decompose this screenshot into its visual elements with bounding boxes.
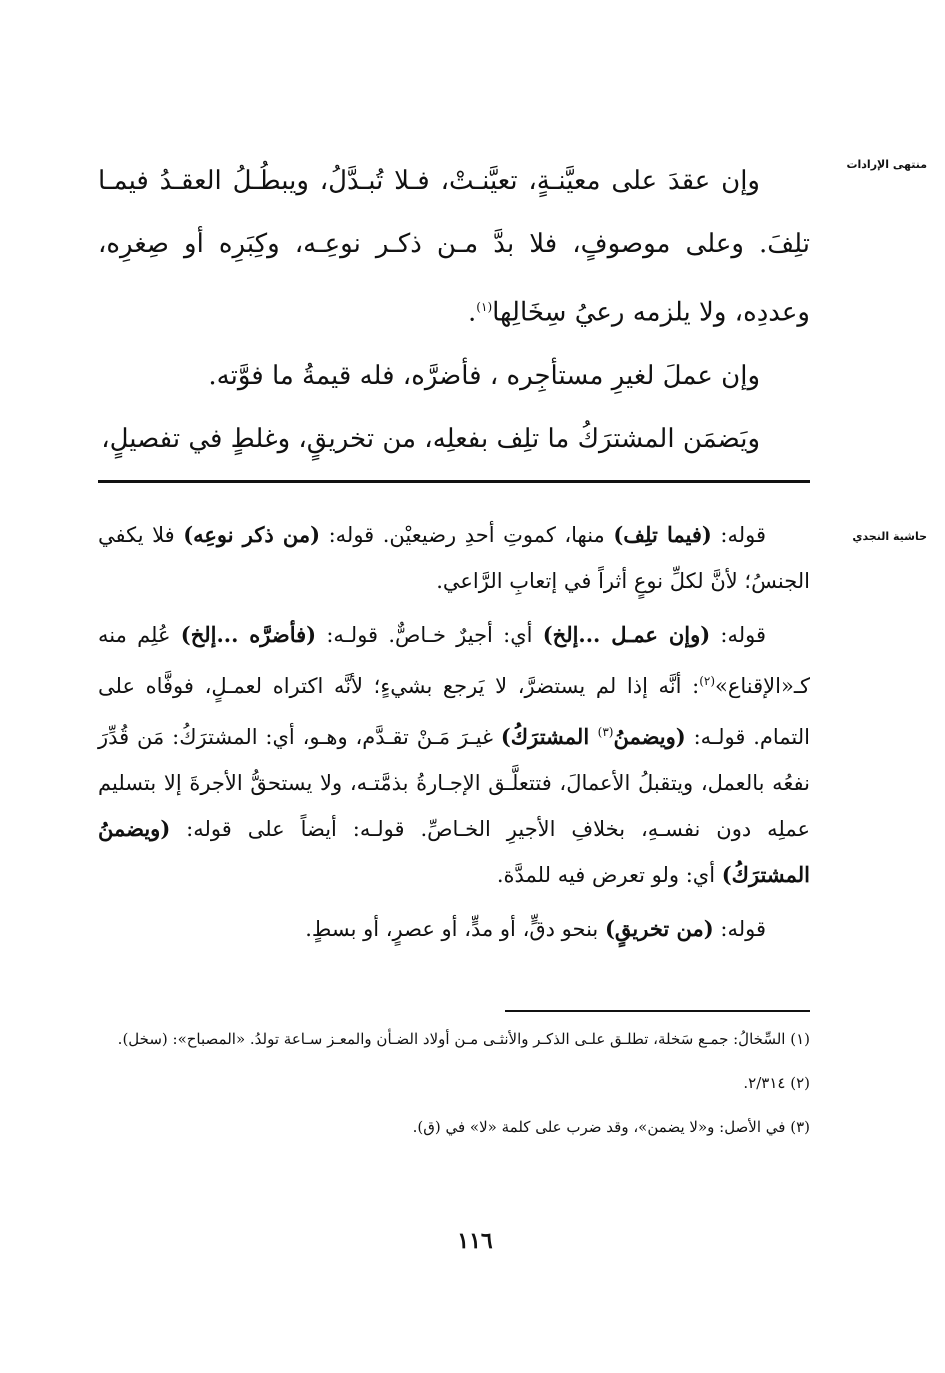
hashiya-paragraph-3: قوله: (من تخريقٍ) بنحو دقٍّ، أو مدٍّ، أو عصرٍ، أو بسطٍ. — [305, 916, 766, 941]
footnote-2: (٢) ٢/٣١٤. — [743, 1074, 810, 1092]
matn-paragraph-1: وإن عقدَ على معيَّنـةٍ، تعيَّنـتْ، فـلا تُبـدَّلُ، ويبطُـلُ العقـدُ فيمـا تلِفَ. وعلى موصوفٍ، فلا بدَّ مـن ذكـر نوعِـه، وكِبَرِه أو صِغرِه، وعددِه، ولا يلزمه رعيُ سِخَالِها$^{(١)}$. — [98, 166, 810, 328]
quoted-term: المشترَكُ) — [500, 724, 598, 749]
quoted-term: (من تخريقٍ) — [604, 916, 714, 941]
quoted-term: (من ذكر نوعِه) — [183, 522, 321, 547]
footnote-3: (٣) في الأصل: و«لا يضمن»، وقد ضرب على كلمة «لا» في (ق). — [412, 1118, 810, 1136]
matn-paragraph-3: ويَضمَن المشترَكُ ما تلِف بفعلِه، من تخريقٍ، وغلطٍ في تفصيلٍ، — [101, 423, 760, 454]
footnote-divider — [505, 1010, 810, 1012]
quoted-term: (ويضمنُ — [613, 724, 686, 749]
quoted-term: (ويضمنُ المشترَكُ) — [98, 816, 810, 887]
side-label-hashiya: حاشية النجدي — [852, 530, 927, 543]
footnote-1: (١) السِّخالُ: جمـع سَخلة، تطلـق علـى الذكـر والأنثـى مـن أولاد الضـأن والمعـز سـاعة تولدُ. «المصباح»: (سخل). — [117, 1030, 810, 1048]
hashiya-paragraph-1: قوله: (فيما تلِف) منها، كموتِ أحدِ رضيعيْن. قوله: (من ذكر نوعِه) فلا يكفي الجنسُ؛ لأنَّ لكلِّ نوعٍ أثراً في إتعابِ الرَّاعي. — [98, 522, 810, 593]
footnote-ref-2: (٢) — [699, 674, 716, 688]
hashiya-text — [98, 512, 810, 952]
footnote-ref-1: (١) — [476, 300, 493, 314]
matn-paragraph-2: وإن عملَ لغيرِ مستأجِره ، فأضرَّه، فله قيمةُ ما فوَّته. — [208, 360, 760, 391]
quoted-term: (فيما تلِف) — [613, 522, 712, 547]
section-divider — [98, 480, 810, 483]
side-label-matn: منتهى الإرادات — [846, 158, 927, 171]
footnote-ref-3: (٣) — [597, 725, 614, 739]
footnotes — [98, 1022, 810, 1154]
matn-text — [98, 150, 810, 471]
quoted-term: (فأضرَّه ...إلخ) — [180, 622, 317, 647]
page-number: ١١٦ — [457, 1228, 493, 1254]
hashiya-paragraph-2: قوله: (وإن عمـل ...إلخ) أي: أجيرٌ خـاصٌّ. قولـه: (فأضرَّه ...إلخ) عُلِم منه كـ«الإقناع»$^{(٢)}$: أنَّه إذا لم يستضرَّ، لا يَرجع بشيءٍ؛ لأنَّه اكتراه لعمـلٍ، فوفَّاه على التمام. قولـه: (ويضمنُ$^{(٣)}$ المشترَكُ) غيـرَ مَـنْ تقـدَّم، وهـو، أي: المشترَكُ: مَن قُدِّرَ نفعُه بالعمل، ويتقبلُ الأعمالَ، فتتعلَّـق الإجـارةُ بذمَّتـه، ولا يستحقُّ الأجرةَ إلا بتسليم عملِه دون نفسـهِ، بخلافِ الأجيرِ الخـاصِّ. قولـه: أيضاً على قوله: (ويضمنُ المشترَكُ) أي: ولو تعرض فيه للمدَّة. — [98, 622, 810, 887]
quoted-term: (وإن عمـل ...إلخ) — [542, 622, 711, 647]
